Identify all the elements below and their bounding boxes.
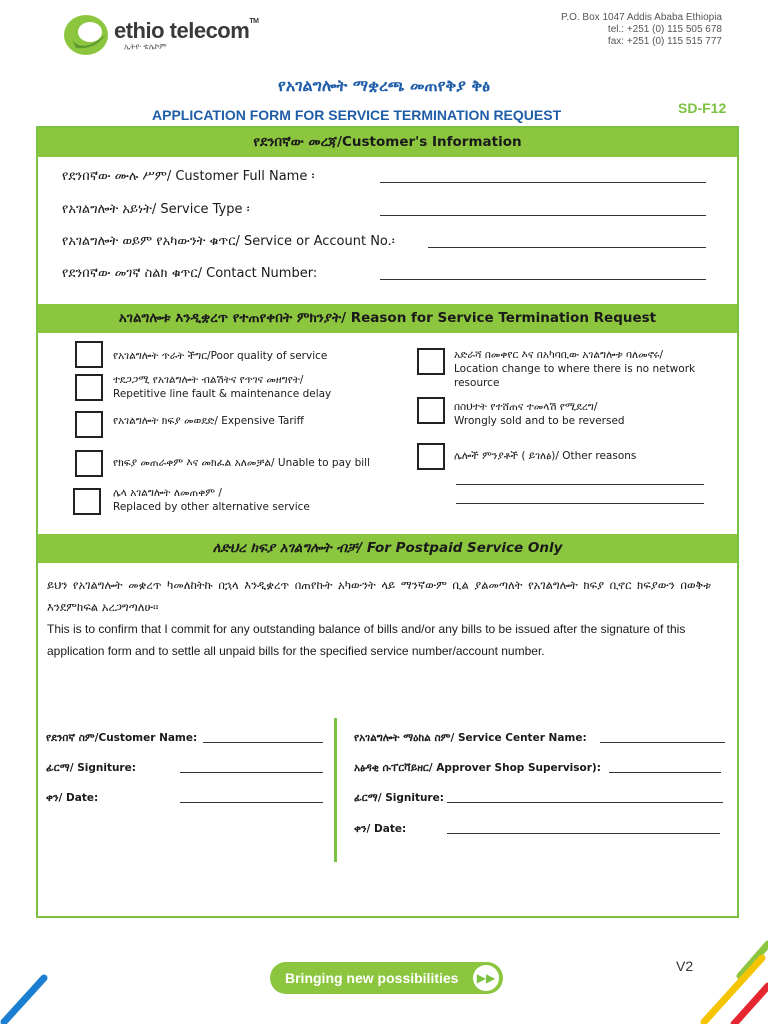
checkbox-other-reasons[interactable] [417,443,445,470]
reason-line-fault-label: ተደጋጋሚ የአገልግሎት ብልሽትና የጥገና መዘግየት/ Repetitive line fault & maintenance delay [113,374,332,400]
reason-wrongly-sold-label: በስህተት የተሸጠና ተመላሽ የሚደረግ/ Wrongly sold and to be reversed [454,401,625,427]
blue-stripe-icon [0,972,50,1024]
contact-number-field[interactable] [380,279,706,280]
form-title-amharic: የአገልግሎት ማቋረጫ መጠየቅያ ቅፅ [278,76,490,95]
contact-address: P.O. Box 1047 Addis Ababa Ethiopia [560,12,722,23]
checkbox-location-change[interactable] [417,348,445,375]
checkbox-unable-to-pay[interactable] [75,450,103,477]
customer-signature-field[interactable] [180,772,323,773]
supervisor-signature-field[interactable] [447,802,723,803]
checkbox-alternative-service[interactable] [73,488,101,515]
other-reason-line-1[interactable] [456,484,704,485]
service-type-label: የአገልግሎት አይነት/ Service Type ፡ [62,202,250,217]
postpaid-commitment-amharic: ይህን የአገልግሎት መቋረጥ ካመለከትኩ በኋላ እንዲቋረጥ በጠየኩት አካውንት ላይ ማንኛውም ቢል ያልመጣለት የአገልግሎት ክፍያ ቢኖር ክፍያውን በወቅቱ እንደምከፍል አረጋግጣለሁ፡፡ [47,578,711,614]
customer-full-name-field[interactable] [380,182,706,183]
account-number-label: የአገልግሎት ወይም የአካውንት ቁጥር/ Service or Account No.፡ [62,234,395,249]
reason-other-label: ሌሎች ምንያቶች ( ይገለፅ)/ Other reasons [454,450,637,462]
customer-date-label: ቀን/ Date: [46,792,99,804]
service-type-field[interactable] [380,215,706,216]
checkbox-line-fault[interactable] [75,374,103,401]
checkbox-poor-quality[interactable] [75,341,103,368]
contact-number-label: የደንበኛው መገኛ ስልክ ቁጥር/ Contact Number: [62,266,318,281]
customer-date-field[interactable] [180,802,323,803]
customer-full-name-label: የደንበኛው ሙሉ ሥም/ Customer Full Name ፡ [62,169,315,184]
form-title-english: APPLICATION FORM FOR SERVICE TERMINATION REQUEST [152,107,562,123]
account-number-field[interactable] [428,247,706,248]
color-stripes-icon [684,936,768,1024]
postpaid-commitment-english: This is to confirm that I commit for any outstanding balance of bills and/or any bills to be issued after the signature of this application form and to settle all unpaid bills for the specified service number/account number. [47,622,686,658]
form-version: V2 [676,958,694,974]
reason-poor-quality-label: የአገልግሎት ጥራት ችግር/Poor quality of service [113,350,328,362]
supervisor-date-label: ቀን/ Date: [354,823,407,835]
service-center-label: የአገልግሎት ማዕከል ስም/ Service Center Name: [354,732,587,744]
supervisor-date-field[interactable] [447,833,720,834]
checkbox-wrongly-sold[interactable] [417,397,445,424]
ethio-telecom-logo-icon [62,10,112,58]
customer-name-field[interactable] [203,742,323,743]
postpaid-heading: ለድህረ ክፍያ አገልግሎት ብቻ/ For Postpaid Service Only [38,534,737,563]
customer-signature-label: ፊርማ/ Signiture: [46,762,136,774]
form-code: SD-F12 [678,100,727,116]
approver-supervisor-field[interactable] [609,772,721,773]
reason-location-change-label: አድራሻ በመቀየር እና በአካባቢው አገልግሎቱ ባለመኖሩ/ Location change to where there is no network resource [454,349,696,389]
approver-supervisor-label: አፅዳቂ ሱፐርቫይዘር/ Approver Shop Supervisor): [354,762,601,774]
checkbox-expensive-tariff[interactable] [75,411,103,438]
contact-info [561,12,722,48]
slogan-pill: Bringing new possibilities [270,962,503,994]
logo-subtitle: ኢትዮ ቴሌኮም [124,42,167,51]
customer-info-heading: የደንበኛው መረጃ/Customer's Information [38,128,737,157]
logo-wordmark: ethio telecom™ [114,18,259,43]
customer-name-label: የደንበኛ ስም/Customer Name: [46,732,198,744]
service-center-field[interactable] [600,742,725,743]
reason-alternative-service-label: ሌላ አገልግሎት ለመጠቀም / Replaced by other alternative service [113,487,310,513]
termination-reason-heading: አገልግሎቱ እንዲቋረጥ የተጠየቀበት ምክንያት/ Reason for Service Termination Request [38,304,737,333]
supervisor-signature-label: ፊርማ/ Signiture: [354,792,444,804]
contact-fax: fax: +251 (0) 115 515 777 [607,36,722,47]
other-reason-line-2[interactable] [456,503,704,504]
forward-arrows-icon: ▶▶ [473,965,499,991]
reason-unable-to-pay-label: የክፍያ መጠራቀም እና መክፈል አለመቻል/ Unable to pay bill [113,457,370,469]
signature-divider [334,718,337,862]
contact-tel: tel.: +251 (0) 115 505 678 [607,24,722,35]
reason-expensive-tariff-label: የአገልግሎት ክፍያ መወደድ/ Expensive Tariff [113,415,304,427]
